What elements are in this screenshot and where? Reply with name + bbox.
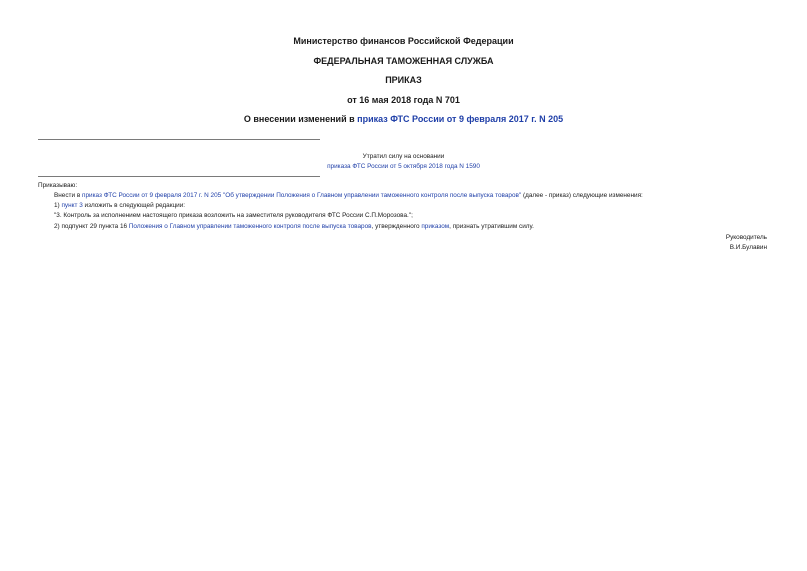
item1-link[interactable]: пункт 3	[61, 202, 83, 209]
item-1	[54, 201, 185, 210]
subject-heading	[0, 114, 807, 125]
item2-regulation-link[interactable]: Положения о Главном управлении таможенного контроля после выпуска товаров	[128, 223, 372, 230]
signature-title: Руководитель	[725, 234, 767, 241]
item-2	[54, 222, 534, 231]
item2-suffix: , признать утратившим силу.	[449, 223, 534, 230]
subject-prefix: О внесении изменений в	[243, 114, 358, 124]
date-number-heading: от 16 мая 2018 года N 701	[347, 95, 460, 105]
ministry-heading: Министерство финансов Российской Федерации	[293, 36, 514, 46]
item2-mid: , утвержденного	[371, 223, 422, 230]
subject-link[interactable]: приказ ФТС России от 9 февраля 2017 г. N 205	[357, 114, 564, 124]
signature-name: В.И.Булавин	[729, 244, 767, 251]
doc-type-heading: ПРИКАЗ	[385, 75, 422, 85]
intro-text: Приказываю:	[38, 182, 78, 189]
quote-text: "3. Контроль за исполнением настоящего приказа возложить на заместителя руководителя ФТС России С.П.Морозова.";	[54, 212, 413, 219]
p1-order-link[interactable]: приказ ФТС России от 9 февраля 2017 г. N 205	[81, 192, 222, 199]
p1-regulation-link[interactable]: "Об утверждении Положения о Главном управлении таможенного контроля после выпуска товаров"	[222, 192, 522, 199]
item2-prefix: 2) подпункт 29 пункта 16	[54, 223, 129, 230]
status-note-link[interactable]: приказа ФТС России от 5 октября 2018 года N 1590	[327, 163, 480, 170]
item2-order-link[interactable]: приказом	[421, 223, 450, 230]
service-heading: ФЕДЕРАЛЬНАЯ ТАМОЖЕННАЯ СЛУЖБА	[313, 56, 494, 66]
status-note-text: Утратил силу на основании	[362, 153, 445, 160]
paragraph-1	[54, 191, 643, 200]
bottom-divider	[38, 176, 320, 177]
p1-suffix: (далее - приказ) следующие изменения:	[521, 192, 643, 199]
p1-prefix: Внести в	[54, 192, 82, 199]
top-divider	[38, 139, 320, 140]
item1-suffix: изложить в следующей редакции:	[82, 202, 186, 209]
item1-prefix: 1)	[54, 202, 62, 209]
